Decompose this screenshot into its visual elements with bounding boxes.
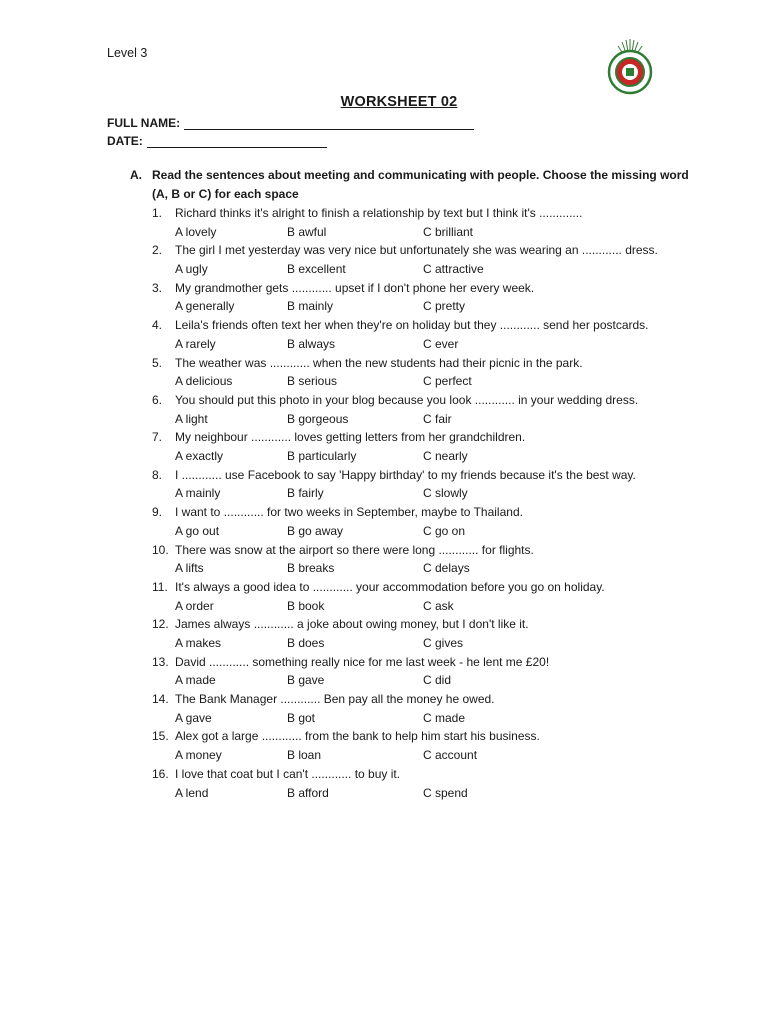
option-a[interactable]: A delicious — [175, 374, 233, 389]
answer-options — [175, 634, 672, 653]
question-text: My neighbour ............ loves getting letters from her grandchildren. — [175, 430, 526, 445]
question-item — [152, 316, 672, 353]
option-b[interactable]: B does — [287, 636, 325, 650]
question-item — [152, 428, 672, 465]
option-b[interactable]: B fairly — [287, 486, 324, 501]
option-a[interactable]: A order — [175, 598, 214, 613]
option-b[interactable]: B breaks — [287, 561, 335, 576]
question-item — [152, 354, 672, 391]
option-c[interactable]: C delays — [423, 561, 470, 576]
question-item — [152, 391, 672, 428]
option-b[interactable]: B particularly — [287, 449, 357, 464]
option-c[interactable]: C did — [423, 673, 452, 688]
question-number: 7. — [152, 430, 163, 445]
question-text: Leila's friends often text her when they're on holiday but they ............ send her postcards. — [175, 318, 649, 333]
date-line[interactable] — [147, 136, 327, 148]
option-c[interactable]: C account — [423, 748, 478, 763]
question-item — [152, 541, 672, 578]
section-instruction-text: Read the sentences about meeting and communicating with people. Choose the missing word (A, B or C) for each space — [152, 168, 689, 201]
option-b[interactable]: B loan — [287, 748, 322, 763]
question-text: James always ............ a joke about owing money, but I don't like it. — [175, 617, 529, 632]
question-text: There was snow at the airport so there were long ............ for flights. — [175, 542, 534, 557]
option-b[interactable]: B excellent — [287, 262, 346, 277]
page-title — [0, 94, 768, 110]
question-text: The girl I met yesterday was very nice but unfortunately she was wearing an ............ dress. — [175, 243, 658, 258]
option-a[interactable]: A rarely — [175, 336, 216, 351]
answer-options — [175, 447, 672, 466]
option-a[interactable]: A generally — [175, 299, 235, 314]
option-b[interactable]: B book — [287, 598, 325, 613]
question-item — [152, 503, 672, 540]
answer-options — [175, 671, 672, 690]
answer-options — [175, 522, 672, 541]
full-name-field[interactable] — [107, 116, 474, 130]
option-c[interactable]: C gives — [423, 636, 464, 650]
option-c[interactable]: C brilliant — [423, 224, 474, 239]
answer-options — [175, 597, 672, 616]
option-a[interactable]: A go out — [175, 523, 220, 538]
question-item — [152, 466, 672, 503]
question-item — [152, 615, 672, 652]
question-number: 12. — [152, 617, 169, 632]
question-item — [152, 204, 672, 241]
answer-options — [175, 784, 672, 803]
question-number: 5. — [152, 355, 163, 370]
question-text: My grandmother gets ............ upset if I don't phone her every week. — [175, 280, 535, 295]
question-text: I want to ............ for two weeks in September, maybe to Thailand. — [175, 505, 523, 520]
option-b[interactable]: B awful — [287, 224, 327, 239]
page-title-text: WORKSHEET 02 — [340, 94, 458, 110]
question-item — [152, 727, 672, 764]
full-name-label: FULL NAME: — [107, 116, 181, 130]
full-name-line[interactable] — [184, 118, 474, 130]
question-text: Alex got a large ............ from the bank to help him start his business. — [175, 729, 540, 744]
option-c[interactable]: C perfect — [423, 374, 472, 389]
option-b[interactable]: B go away — [287, 523, 344, 538]
level-label: Level 3 — [107, 46, 148, 60]
question-list — [152, 204, 672, 802]
option-c[interactable]: C go on — [423, 523, 466, 538]
question-item — [152, 241, 672, 278]
answer-options — [175, 297, 672, 316]
date-label: DATE: — [107, 134, 143, 148]
option-a[interactable]: A gave — [175, 710, 212, 725]
option-a[interactable]: A exactly — [175, 449, 224, 464]
option-b[interactable]: B got — [287, 710, 316, 725]
answer-options — [175, 260, 672, 279]
option-a[interactable]: A mainly — [175, 486, 221, 501]
answer-options — [175, 559, 672, 578]
question-number: 1. — [152, 206, 163, 220]
section-a-instruction — [130, 166, 690, 203]
answer-options — [175, 484, 672, 503]
answer-options — [175, 372, 672, 391]
question-item — [152, 765, 672, 802]
question-number: 8. — [152, 467, 163, 482]
question-item — [152, 690, 672, 727]
option-c[interactable]: C slowly — [423, 486, 468, 501]
option-b[interactable]: B gave — [287, 673, 325, 688]
option-c[interactable]: C ask — [423, 598, 454, 613]
question-number: 16. — [152, 766, 169, 781]
date-field[interactable] — [107, 134, 327, 148]
answer-options — [175, 746, 672, 765]
question-text: David ............ something really nice for me last week - he lent me £20! — [175, 654, 550, 669]
option-a[interactable]: A lifts — [175, 561, 204, 576]
question-number: 13. — [152, 654, 169, 669]
question-text: The weather was ............ when the new students had their picnic in the park. — [175, 355, 583, 370]
answer-options — [175, 223, 672, 242]
option-a[interactable]: A lovely — [175, 224, 217, 239]
answer-options — [175, 709, 672, 728]
option-a[interactable]: A money — [175, 748, 222, 763]
question-text: You should put this photo in your blog because you look ............ in your wedding dress. — [175, 392, 639, 407]
option-c[interactable]: C pretty — [423, 299, 466, 314]
option-a[interactable]: A makes — [175, 636, 222, 650]
option-b[interactable]: B mainly — [287, 299, 334, 314]
question-number: 3. — [152, 280, 163, 295]
question-item — [152, 279, 672, 316]
option-c[interactable]: C made — [423, 710, 466, 725]
option-a[interactable]: A lend — [175, 785, 209, 800]
question-number: 6. — [152, 392, 163, 407]
question-number: 11. — [152, 579, 168, 594]
question-text: I ............ use Facebook to say 'Happy birthday' to my friends because it's the best way. — [175, 467, 636, 482]
question-text: Richard thinks it's alright to finish a relationship by text but I think it's ............. — [175, 206, 583, 220]
option-b[interactable]: B gorgeous — [287, 411, 349, 426]
section-letter: A. — [130, 168, 142, 182]
option-c[interactable]: C ever — [423, 336, 459, 351]
question-item — [152, 653, 672, 690]
answer-options — [175, 410, 672, 429]
question-number: 15. — [152, 729, 169, 744]
question-text: I love that coat but I can't ............ to buy it. — [175, 766, 401, 781]
question-number: 14. — [152, 692, 169, 707]
option-b[interactable]: B serious — [287, 374, 338, 389]
question-item — [152, 578, 672, 615]
question-text: It's always a good idea to ............ your accommodation before you go on holiday. — [175, 579, 605, 594]
question-number: 10. — [152, 542, 169, 557]
option-a[interactable]: A light — [175, 411, 208, 426]
option-a[interactable]: A made — [175, 673, 216, 688]
school-logo — [600, 38, 660, 98]
question-text: The Bank Manager ............ Ben pay all the money he owed. — [175, 692, 495, 707]
option-c[interactable]: C fair — [423, 411, 452, 426]
option-b[interactable]: B always — [287, 336, 336, 351]
option-b[interactable]: B afford — [287, 785, 329, 800]
question-number: 4. — [152, 318, 163, 333]
option-c[interactable]: C nearly — [423, 449, 468, 464]
question-number: 2. — [152, 243, 163, 258]
option-c[interactable]: C spend — [423, 785, 468, 800]
answer-options — [175, 335, 672, 354]
option-a[interactable]: A ugly — [175, 262, 208, 277]
option-c[interactable]: C attractive — [423, 262, 484, 277]
question-number: 9. — [152, 505, 163, 520]
